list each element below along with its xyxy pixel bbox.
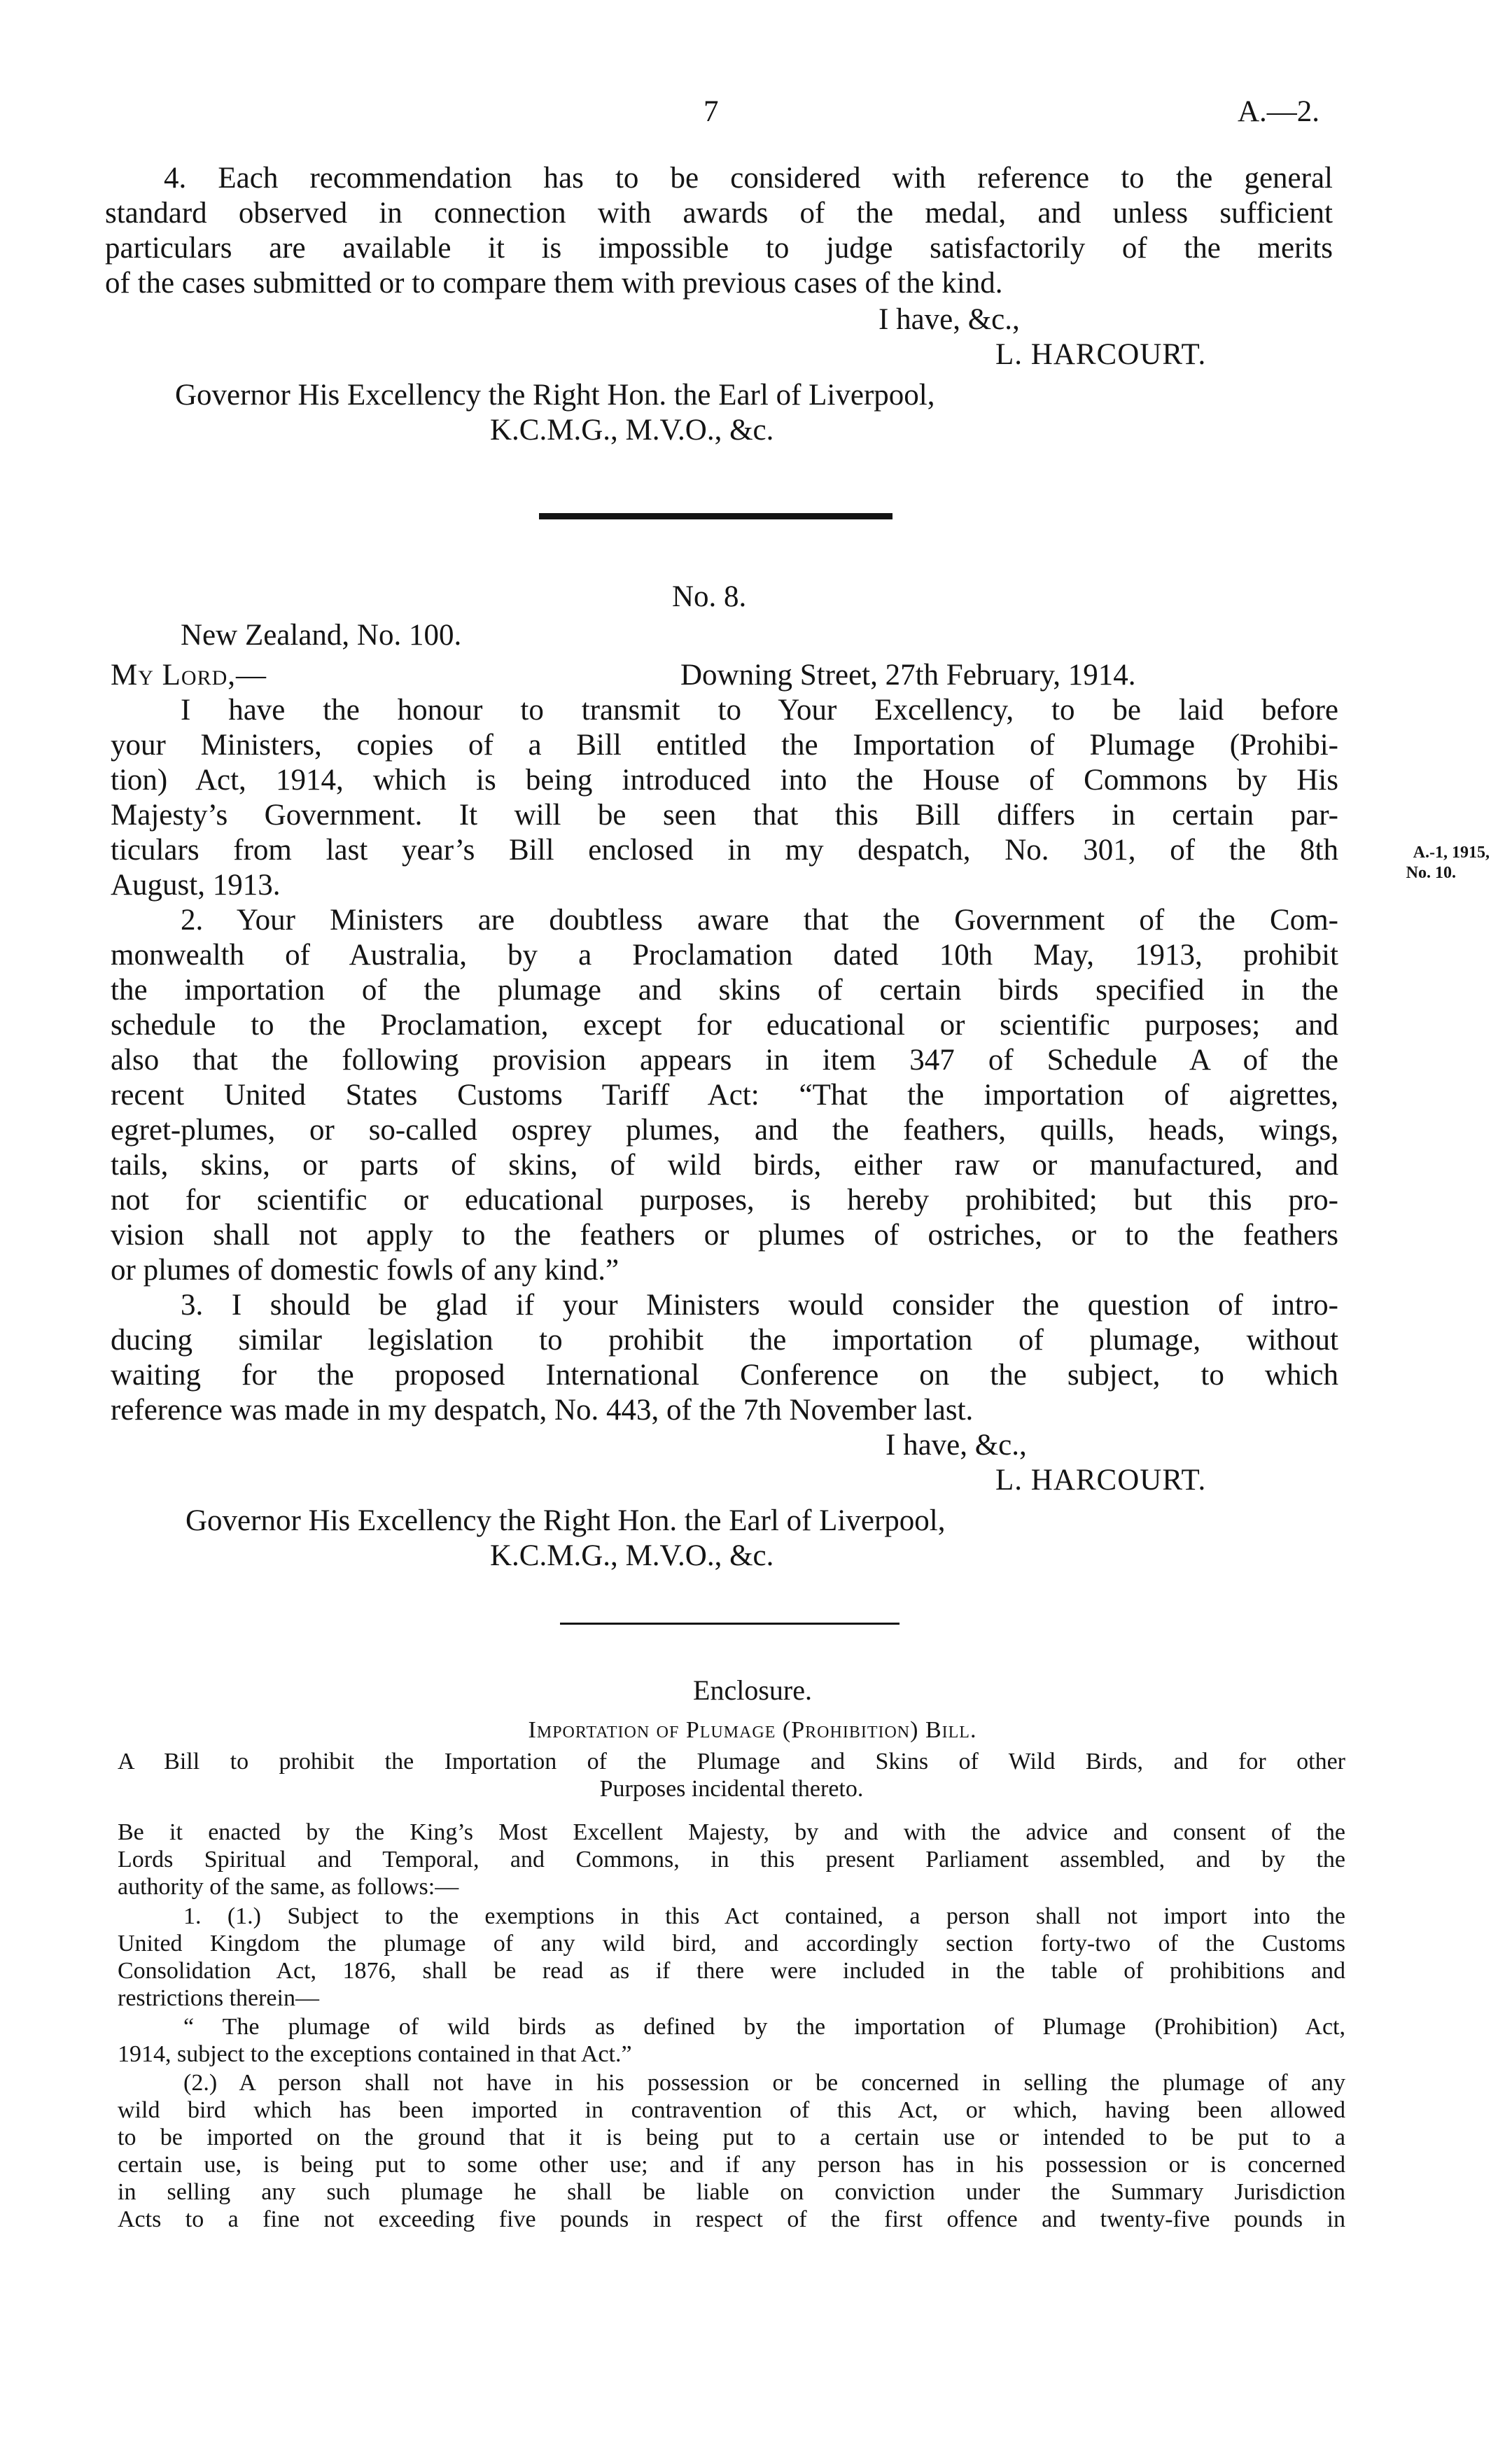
text-line: Majesty’s Government. It will be seen that this Bill differs in certain par- (111, 799, 1338, 832)
addressee-line-1: Governor His Excellency the Right Hon. the Earl of Liverpool, (175, 379, 935, 412)
document-reference: A.—2. (1238, 95, 1320, 128)
margin-reference-line-1: A.-1, 1915, (1413, 844, 1490, 862)
text-line: tion) Act, 1914, which is being introduced into the House of Commons by His (111, 764, 1338, 797)
text-line: monwealth of Australia, by a Proclamation dated 10th May, 1913, prohibit (111, 939, 1338, 972)
salutation: My Lord,— (111, 659, 267, 692)
addressee-line-2: K.C.M.G., M.V.O., &c. (490, 414, 774, 447)
text-line: United Kingdom the plumage of any wild bird, and accordingly section forty-two of the Customs (118, 1931, 1345, 1956)
text-line: vision shall not apply to the feathers or plumes of ostriches, or to the feathers (111, 1219, 1338, 1252)
margin-reference-line-2: No. 10. (1406, 864, 1456, 882)
signature: L. HARCOURT. (995, 338, 1207, 371)
text-line: authority of the same, as follows:— (118, 1874, 459, 1900)
text-line: 4. Each recommendation has to be considered with reference to the general (164, 162, 1333, 195)
text-line: Purposes incidental thereto. (599, 1776, 864, 1802)
prev-letter-paragraph-4 (105, 161, 1333, 301)
place-and-date: Downing Street, 27th February, 1914. (680, 659, 1136, 692)
text-line: Lords Spiritual and Temporal, and Commons, in this present Parliament assembled, and by the (118, 1847, 1345, 1872)
letter-reference: New Zealand, No. 100. (181, 619, 462, 652)
enacting-clause (118, 1819, 1345, 1900)
text-line: 1914, subject to the exceptions contained in that Act.” (118, 2041, 632, 2067)
text-line: Be it enacted by the King’s Most Excellent Majesty, by and with the advice and consent of the (118, 1819, 1345, 1845)
text-line: also that the following provision appears in item 347 of Schedule A of the (111, 1044, 1338, 1077)
text-line: restrictions therein— (118, 1985, 319, 2011)
text-line: (2.) A person shall not have in his possession or be concerned in selling the plumage of any (183, 2070, 1345, 2096)
closing: I have, &c., (878, 303, 1020, 336)
text-line: to be imported on the ground that it is being put to a certain use or intended to be put to a (118, 2124, 1345, 2150)
letter-paragraph-3 (111, 1288, 1338, 1428)
text-line: Consolidation Act, 1876, shall be read as if there were included in the table of prohibitions and (118, 1958, 1345, 1984)
section-divider-heavy (539, 513, 892, 519)
text-line: 2. Your Ministers are doubtless aware that the Government of the Com- (181, 904, 1338, 937)
closing: I have, &c., (886, 1429, 1027, 1462)
text-line: waiting for the proposed International Conference on the subject, to which (111, 1359, 1338, 1392)
text-line: wild bird which has been imported in contravention of this Act, or which, having been allowed (118, 2097, 1345, 2123)
text-line: Acts to a fine not exceeding five pounds in respect of the first offence and twenty-five pounds in (118, 2206, 1345, 2232)
text-line: certain use, is being put to some other use; and if any person has in his possession or is concerned (118, 2152, 1345, 2178)
text-line: tails, skins, or parts of skins, of wild birds, either raw or manufactured, and (111, 1149, 1338, 1182)
text-line: schedule to the Proclamation, except for educational or scientific purposes; and (111, 1009, 1338, 1042)
text-line: the importation of the plumage and skins of certain birds specified in the (111, 974, 1338, 1007)
text-line: ducing similar legislation to prohibit the importation of plumage, without (111, 1324, 1338, 1357)
text-line: standard observed in connection with awards of the medal, and unless sufficient (105, 197, 1333, 230)
text-line: August, 1913. (111, 869, 281, 902)
text-line: ticulars from last year’s Bill enclosed in my despatch, No. 301, of the 8th (111, 834, 1338, 867)
bill-title: Importation of Plumage (Prohibition) Bill. (528, 1717, 977, 1743)
text-line: your Ministers, copies of a Bill entitled the Importation of Plumage (Prohibi- (111, 729, 1338, 762)
text-line: recent United States Customs Tariff Act: “That the importation of aigrettes, (111, 1079, 1338, 1112)
text-line: “ The plumage of wild birds as defined by the importation of Plumage (Prohibition) Act, (183, 2014, 1345, 2040)
section-1-subsection-2 (118, 2069, 1345, 2233)
addressee-line-2: K.C.M.G., M.V.O., &c. (490, 1539, 774, 1572)
text-line: A Bill to prohibit the Importation of the Plumage and Skins of Wild Birds, and for other (118, 1749, 1345, 1774)
letter-paragraph-1 (111, 693, 1338, 903)
text-line: egret-plumes, or so-called osprey plumes, and the feathers, quills, heads, wings, (111, 1114, 1338, 1147)
text-line: or plumes of domestic fowls of any kind.” (111, 1254, 620, 1287)
addressee-line-1: Governor His Excellency the Right Hon. the Earl of Liverpool, (186, 1504, 946, 1537)
signature: L. HARCOURT. (995, 1464, 1207, 1497)
bill-description (118, 1748, 1345, 1802)
text-line: of the cases submitted or to compare them with previous cases of the kind. (105, 267, 1003, 300)
text-line: 3. I should be glad if your Ministers would consider the question of intro- (181, 1289, 1338, 1322)
enclosure-heading: Enclosure. (693, 1674, 812, 1706)
letter-number: No. 8. (672, 580, 747, 613)
margin-reference (1343, 843, 1490, 883)
quoted-table-entry (118, 2013, 1345, 2068)
text-line: not for scientific or educational purposes, is hereby prohibited; but this pro- (111, 1184, 1338, 1217)
text-line: 1. (1.) Subject to the exemptions in this Act contained, a person shall not import into the (183, 1903, 1345, 1929)
section-divider-light (560, 1623, 899, 1625)
letter-paragraph-2 (111, 903, 1338, 1288)
text-line: in selling any such plumage he shall be liable on conviction under the Summary Jurisdiction (118, 2179, 1345, 2205)
page-number: 7 (704, 95, 719, 128)
text-line: I have the honour to transmit to Your Excellency, to be laid before (181, 694, 1338, 727)
section-1-subsection-1 (118, 1903, 1345, 2012)
text-line: reference was made in my despatch, No. 443, of the 7th November last. (111, 1394, 974, 1427)
text-line: particulars are available it is impossible to judge satisfactorily of the merits (105, 232, 1333, 265)
